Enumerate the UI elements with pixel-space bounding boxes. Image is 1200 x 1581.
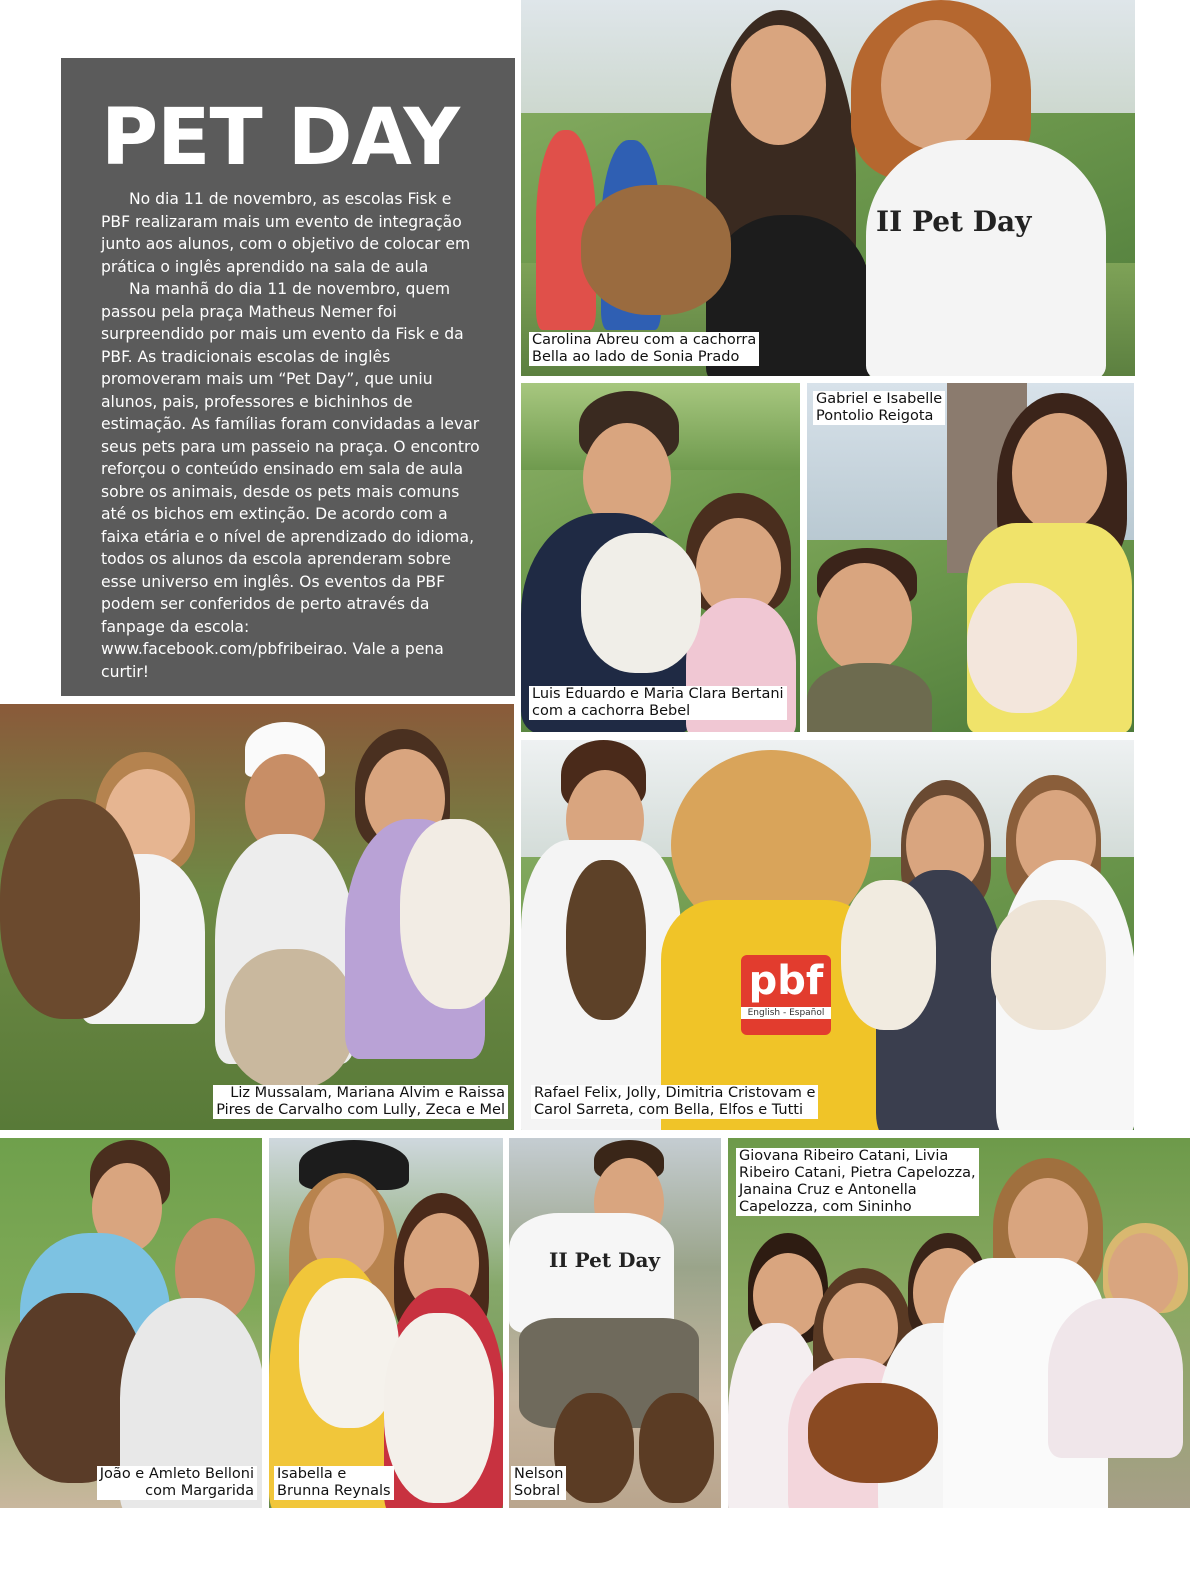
- article-paragraph-1: No dia 11 de novembro, as escolas Fisk e PBF realizaram mais um evento de integração junto aos alunos, com o objetivo de colocar em prática o inglês aprendido na sala de aula: [101, 190, 471, 276]
- pbf-logo: [741, 955, 831, 1035]
- photo-liz-mariana-raissa: [0, 704, 514, 1130]
- pbf-logo-text: pbf: [748, 958, 824, 1004]
- photo-nelson: [509, 1138, 721, 1508]
- photo-joao-amleto: [0, 1138, 262, 1508]
- caption-isabella-brunna: Isabella e Brunna Reynals: [274, 1466, 394, 1500]
- article-box: [61, 58, 515, 696]
- caption-gabriel-isabelle: Gabriel e Isabelle Pontolio Reigota: [813, 391, 945, 425]
- photo-rafael-jolly-dimitria-carol: [521, 740, 1134, 1130]
- caption-liz-mariana-raissa: Liz Mussalam, Mariana Alvim e Raissa Pires de Carvalho com Lully, Zeca e Mel: [213, 1085, 508, 1119]
- page-title: PET DAY: [101, 93, 459, 183]
- photo-gabriel-isabelle: [807, 383, 1134, 732]
- shirt-text: II Pet Day: [549, 1248, 661, 1272]
- photo-isabella-brunna: [269, 1138, 503, 1508]
- shirt-text: II Pet Day: [876, 205, 1032, 238]
- photo-giovana-group: [728, 1138, 1190, 1508]
- caption-rafael-jolly-dimitria-carol: Rafael Felix, Jolly, Dimitria Cristovam e Carol Sarreta, com Bella, Elfos e Tutti: [531, 1085, 818, 1119]
- caption-nelson: Nelson Sobral: [511, 1466, 566, 1500]
- photo-luis-maria: [521, 383, 800, 732]
- caption-joao-amleto: João e Amleto Belloni com Margarida: [97, 1466, 257, 1500]
- caption-luis-maria: Luis Eduardo e Maria Clara Bertani com a cachorra Bebel: [529, 686, 787, 720]
- photo-carolina-sonia: [521, 0, 1135, 376]
- pbf-logo-subtext: English - Español: [741, 1007, 831, 1019]
- article-paragraph-2: Na manhã do dia 11 de novembro, quem passou pela praça Matheus Nemer foi surpreendido por mais um evento da Fisk e da PBF. As tradicionais escolas de inglês promoveram mais um “Pet Day”, que uniu alunos, pais, professores e bichinhos de estimação. As famílias foram convidadas a levar seus pets para um passeio na praça. O encontro reforçou o conteúdo ensinado em sala de aula sobre os animais, desde os pets mais comuns até os bichos em extinção. De acordo com a faixa etária e o nível de aprendizado do idioma, todos os alunos da escola aprenderam sobre esse universo em inglês. Os eventos da PBF podem ser conferidos de perto através da fanpage da escola: www.facebook.com/pbfribeirao. Vale a pena curtir!: [101, 280, 480, 681]
- caption-carolina-sonia: Carolina Abreu com a cachorra Bella ao lado de Sonia Prado: [529, 332, 759, 366]
- caption-giovana-group: Giovana Ribeiro Catani, Livia Ribeiro Catani, Pietra Capelozza, Janaina Cruz e Antonella Capelozza, com Sininho: [736, 1148, 979, 1216]
